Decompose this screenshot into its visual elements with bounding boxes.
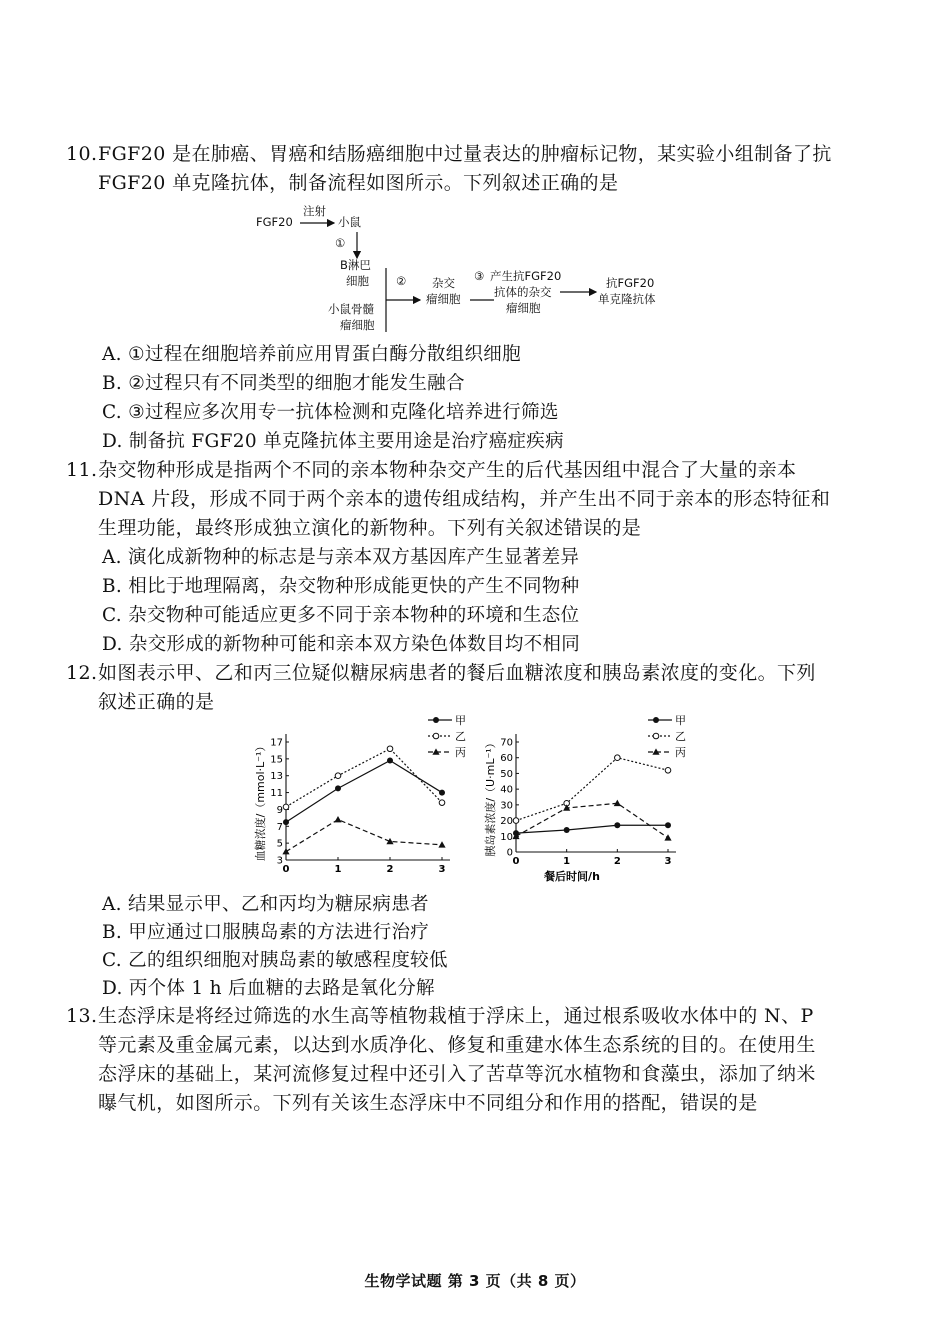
question-13 xyxy=(66,1002,886,1118)
flow-producing-line1: 产生抗FGF20 xyxy=(490,269,562,283)
data-point-丙 xyxy=(438,841,445,847)
insulin-chart xyxy=(478,712,708,890)
y-tick-label: 13 xyxy=(270,771,283,783)
y-tick-label: 50 xyxy=(500,768,513,780)
legend-label-乙: 乙 xyxy=(675,730,686,743)
flow-inject-label: 注射 xyxy=(303,204,326,218)
data-point-乙 xyxy=(513,818,519,824)
question-text: 态浮床的基础上，某河流修复过程中还引入了苦草等沉水植物和食藻虫，添加了纳米 xyxy=(98,1063,816,1085)
flowchart-arrows xyxy=(0,0,950,350)
series-line-甲 xyxy=(286,761,442,823)
question-11 xyxy=(66,456,886,543)
x-tick-label: 3 xyxy=(664,856,672,867)
data-point-丙 xyxy=(334,816,341,822)
y-tick-label: 15 xyxy=(270,754,283,766)
y-tick-label: 3 xyxy=(276,855,283,867)
x-tick-label: 2 xyxy=(386,864,394,875)
y-tick-label: 40 xyxy=(500,784,513,796)
legend-label-甲: 甲 xyxy=(455,714,466,727)
flow-mouse: 小鼠 xyxy=(338,215,361,229)
y-tick-label: 9 xyxy=(276,804,283,816)
question-text: FGF20 是在肺癌、胃癌和结肠癌细胞中过量表达的肿瘤标记物，某实验小组制备了抗 xyxy=(98,143,832,165)
flow-b-cell-line2: 细胞 xyxy=(346,274,369,288)
flow-antibody-line2: 单克隆抗体 xyxy=(598,292,656,306)
data-point-甲 xyxy=(335,785,341,791)
flow-myeloma-line2: 瘤细胞 xyxy=(340,318,375,332)
q12-option-d: D. 丙个体 1 h 后血糖的去路是氧化分解 xyxy=(102,978,435,999)
data-point-乙 xyxy=(665,767,671,773)
y-tick-label: 30 xyxy=(500,800,513,812)
y-tick-label: 0 xyxy=(506,847,513,859)
q10-option-b: B. ②过程只有不同类型的细胞才能发生融合 xyxy=(102,373,465,394)
flow-step-1: ① xyxy=(335,236,346,250)
data-point-乙 xyxy=(439,800,445,806)
question-text: 叙述正确的是 xyxy=(98,691,215,713)
legend-marker-乙 xyxy=(653,733,659,739)
x-tick-label: 3 xyxy=(438,864,446,875)
question-number: 13. xyxy=(66,1005,98,1027)
question-number: 10. xyxy=(66,143,98,165)
data-point-丙 xyxy=(282,848,289,854)
legend-label-丙: 丙 xyxy=(675,746,686,759)
data-point-丙 xyxy=(614,800,621,806)
data-point-甲 xyxy=(439,790,445,796)
x-tick-label: 1 xyxy=(563,856,571,867)
data-point-甲 xyxy=(283,819,289,825)
question-text: 等元素及重金属元素，以达到水质净化、修复和重建水体生态系统的目的。在使用生 xyxy=(98,1034,816,1056)
q11-option-a: A. 演化成新物种的标志是与亲本双方基因库产生显著差异 xyxy=(102,547,580,568)
flow-myeloma-line1: 小鼠骨髓 xyxy=(328,302,374,316)
data-point-甲 xyxy=(387,758,393,764)
series-line-甲 xyxy=(516,825,668,833)
data-point-乙 xyxy=(615,755,621,761)
flow-hybridoma-line2: 瘤细胞 xyxy=(426,292,461,306)
legend-marker-甲 xyxy=(433,717,439,723)
question-text: FGF20 单克隆抗体，制备流程如图所示。下列叙述正确的是 xyxy=(98,172,619,194)
question-number: 11. xyxy=(66,459,98,481)
legend-marker-乙 xyxy=(433,733,439,739)
data-point-丙 xyxy=(664,834,671,840)
x-axis-label: 餐后时间/h xyxy=(544,870,600,883)
q12-option-b: B. 甲应通过口服胰岛素的方法进行治疗 xyxy=(102,922,430,943)
data-point-甲 xyxy=(665,822,671,828)
question-text: 曝气机，如图所示。下列有关该生态浮床中不同组分和作用的搭配，错误的是 xyxy=(98,1092,758,1114)
legend-label-甲: 甲 xyxy=(675,714,686,727)
series-line-丙 xyxy=(286,820,442,852)
flow-step-3: ③ xyxy=(474,269,485,283)
q10-option-a: A. ①过程在细胞培养前应用胃蛋白酶分散组织细胞 xyxy=(102,344,521,365)
y-tick-label: 7 xyxy=(276,821,283,833)
x-tick-label: 1 xyxy=(334,864,342,875)
data-point-甲 xyxy=(614,822,620,828)
flow-b-cell-line1: B淋巴 xyxy=(340,258,371,272)
flow-producing-line3: 瘤细胞 xyxy=(506,301,541,315)
legend-marker-甲 xyxy=(653,717,659,723)
x-tick-label: 0 xyxy=(282,864,290,875)
q11-option-c: C. 杂交物种可能适应更多不同于亲本物种的环境和生态位 xyxy=(102,605,580,626)
y-tick-label: 60 xyxy=(500,753,513,765)
x-tick-label: 2 xyxy=(613,856,621,867)
y-axis-label: 血糖浓度/（mmol·L⁻¹） xyxy=(254,740,267,862)
question-text: 生理功能，最终形成独立演化的新物种。下列有关叙述错误的是 xyxy=(98,517,642,539)
question-text: DNA 片段，形成不同于两个亲本的遗传组成结构，并产生出不同于亲本的形态特征和 xyxy=(98,488,831,510)
legend-label-丙: 丙 xyxy=(455,746,466,759)
q11-option-b: B. 相比于地理隔离，杂交物种形成能更快的产生不同物种 xyxy=(102,576,580,597)
glucose-chart xyxy=(240,712,480,890)
y-tick-label: 20 xyxy=(500,816,513,828)
flow-fgf20: FGF20 xyxy=(256,215,293,229)
y-tick-label: 11 xyxy=(270,788,283,800)
data-point-丙 xyxy=(386,838,393,844)
q12-option-c: C. 乙的组织细胞对胰岛素的敏感程度较低 xyxy=(102,950,448,971)
q10-option-c: C. ③过程应多次用专一抗体检测和克隆化培养进行筛选 xyxy=(102,402,559,423)
question-text: 杂交物种形成是指两个不同的亲本物种杂交产生的后代基因组中混合了大量的亲本 xyxy=(98,459,797,481)
legend-label-乙: 乙 xyxy=(455,730,466,743)
data-point-乙 xyxy=(335,773,341,779)
question-text: 生态浮床是将经过筛选的水生高等植物栽植于浮床上，通过根系吸收水体中的 N、P xyxy=(98,1005,814,1027)
page-footer: 生物学试题 第 3 页（共 8 页） xyxy=(364,1272,586,1290)
y-tick-label: 70 xyxy=(500,737,513,749)
q12-option-a: A. 结果显示甲、乙和丙均为糖尿病患者 xyxy=(102,894,429,915)
question-number: 12. xyxy=(66,662,98,684)
y-tick-label: 17 xyxy=(270,737,283,749)
y-tick-label: 5 xyxy=(276,838,283,850)
data-point-乙 xyxy=(283,804,289,810)
y-tick-label: 10 xyxy=(500,831,513,843)
x-tick-label: 0 xyxy=(512,856,520,867)
q10-option-d: D. 制备抗 FGF20 单克隆抗体主要用途是治疗癌症疾病 xyxy=(102,431,564,452)
flow-antibody-line1: 抗FGF20 xyxy=(606,276,655,290)
series-line-丙 xyxy=(516,803,668,838)
flow-hybridoma-line1: 杂交 xyxy=(432,276,455,290)
series-line-乙 xyxy=(516,758,668,821)
data-point-乙 xyxy=(387,746,393,752)
q11-option-d: D. 杂交形成的新物种可能和亲本双方染色体数目均不相同 xyxy=(102,634,581,655)
data-point-甲 xyxy=(564,827,570,833)
question-text: 如图表示甲、乙和丙三位疑似糖尿病患者的餐后血糖浓度和胰岛素浓度的变化。下列 xyxy=(98,662,816,684)
flow-step-2: ② xyxy=(396,274,407,288)
question-12 xyxy=(66,659,886,717)
y-axis-label: 胰岛素浓度/（U·mL⁻¹） xyxy=(484,737,497,857)
flow-producing-line2: 抗体的杂交 xyxy=(494,285,552,299)
